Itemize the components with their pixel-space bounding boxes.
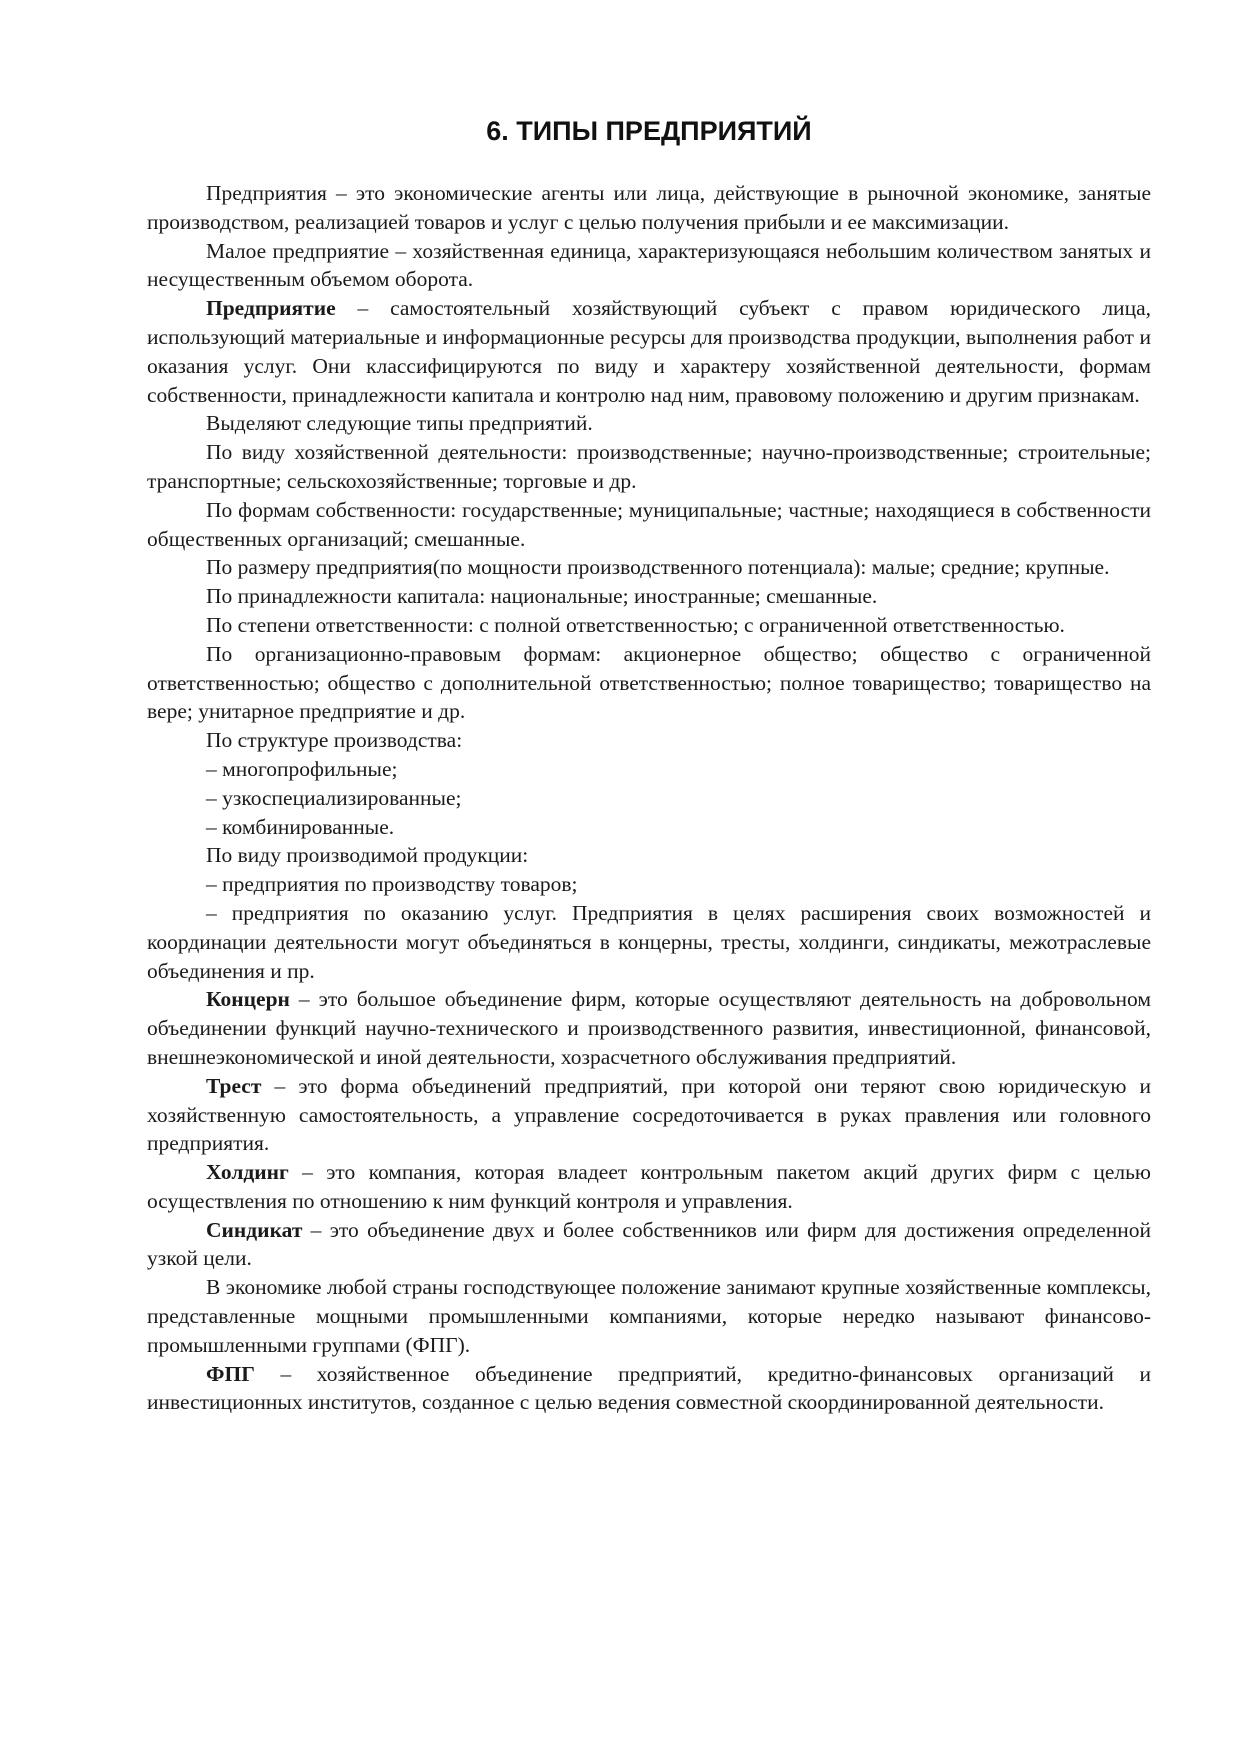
definition-paragraph [147, 1216, 1151, 1274]
definition-text: – это большое объединение фирм, которые осуществляют деятельность на добровольном объединении функций научно-технического и производственного развития, инвестиционной, финансовой, внешнеэкономической и иной деятельности, хозрасчетного обслуживания предприятий. [147, 987, 1151, 1069]
defined-term: Предприятие [206, 296, 336, 321]
paragraph-text: По принадлежности капитала: национальные; иностранные; смешанные. [206, 584, 878, 609]
paragraph [147, 582, 1151, 611]
definition-text: – это форма объединений предприятий, при которой они теряют свою юридическую и хозяйственную самостоятельность, а управление сосредоточивается в руках правления или головного предприятия. [147, 1073, 1151, 1156]
document-page [147, 113, 1151, 1417]
paragraph-text: Выделяют следующие типы предприятий. [206, 411, 593, 436]
list-item [147, 813, 1151, 842]
list-item-text: – узкоспециализированные; [206, 785, 462, 810]
paragraph [147, 496, 1151, 554]
paragraph [147, 409, 1151, 438]
defined-term: Концерн [206, 987, 290, 1012]
definition-text: – это компания, которая владеет контрольным пакетом акций других фирм с целью осуществления по отношению к ним функций контроля и управления. [147, 1160, 1151, 1213]
definition-paragraph [147, 1158, 1151, 1216]
list-item [147, 899, 1151, 985]
defined-term: Синдикат [206, 1217, 303, 1242]
paragraph-text: Предприятия – это экономические агенты или лица, действующие в рыночной экономике, занятые производством, реализацией товаров и услуг с целью получения прибыли и ее максимизации. [147, 181, 1151, 234]
list-item-text: – многопрофильные; [206, 756, 398, 781]
paragraph [147, 611, 1151, 640]
paragraph [147, 1273, 1151, 1359]
paragraph-text: В экономике любой страны господствующее положение занимают крупные хозяйственные комплексы, представленные мощными промышленными компаниями, которые нередко называют финансово-промышленными группами (ФПГ). [147, 1275, 1151, 1357]
definition-paragraph [147, 294, 1151, 409]
definition-text: – хозяйственное объединение предприятий, кредитно-финансовых организаций и инвестиционных институтов, созданное с целью ведения совместной скоординированной деятельности. [147, 1361, 1151, 1415]
paragraph-text: По степени ответственности: с полной ответственностью; с ограниченной ответственностью. [206, 612, 1065, 637]
definition-text: – это объединение двух и более собственников или фирм для достижения определенной узкой цели. [147, 1217, 1151, 1271]
list-item-text: – предприятия по производству товаров; [206, 872, 578, 897]
paragraph [147, 179, 1151, 237]
paragraph [147, 726, 1151, 755]
paragraph [147, 553, 1151, 582]
paragraph-text: По виду производимой продукции: [206, 843, 529, 868]
paragraph [147, 640, 1151, 726]
definition-paragraph [147, 1360, 1151, 1418]
page-title: 6. ТИПЫ ПРЕДПРИЯТИЙ [486, 116, 812, 146]
paragraph-text: По структуре производства: [206, 728, 463, 753]
list-item-text: – комбинированные. [206, 814, 395, 839]
list-item [147, 755, 1151, 784]
definition-paragraph [147, 1072, 1151, 1158]
paragraph-text: По размеру предприятия(по мощности производственного потенциала): малые; средние; крупные. [206, 555, 1110, 580]
list-item [147, 870, 1151, 899]
paragraph-text: По формам собственности: государственные; муниципальные; частные; находящиеся в собственности общественных организаций; смешанные. [147, 497, 1151, 551]
defined-term: Трест [206, 1073, 262, 1098]
list-item [147, 784, 1151, 813]
definition-paragraph [147, 985, 1151, 1071]
paragraph [147, 438, 1151, 496]
paragraph-text: Малое предприятие – хозяйственная единица, характеризующаяся небольшим количеством занятых и несущественным объемом оборота. [147, 238, 1151, 292]
defined-term: ФПГ [206, 1361, 255, 1386]
paragraph-text: По виду хозяйственной деятельности: производственные; научно-производственные; строительные; транспортные; сельскохозяйственные; торговые и др. [147, 440, 1151, 493]
definition-text: – самостоятельный хозяйствующий субъект с правом юридического лица, использующий материальные и информационные ресурсы для производства продукции, выполнения работ и оказания услуг. Они классифицируются по виду и характеру хозяйственной деятельности, формам собственности, принадлежности капитала и контролю над ним, правовому положению и другим признакам. [147, 296, 1151, 407]
defined-term: Холдинг [206, 1160, 289, 1185]
paragraph-text: По организационно-правовым формам: акционерное общество; общество с ограниченной ответственностью; общество с дополнительной ответственностью; полное товарищество; товарищество на вере; унитарное предприятие и др. [147, 641, 1151, 724]
paragraph [147, 237, 1151, 295]
paragraph [147, 841, 1151, 870]
list-item-text: – предприятия по оказанию услуг. Предприятия в целях расширения своих возможностей и координации деятельности могут объединяться в концерны, тресты, холдинги, синдикаты, межотраслевые объединения и пр. [147, 900, 1151, 983]
